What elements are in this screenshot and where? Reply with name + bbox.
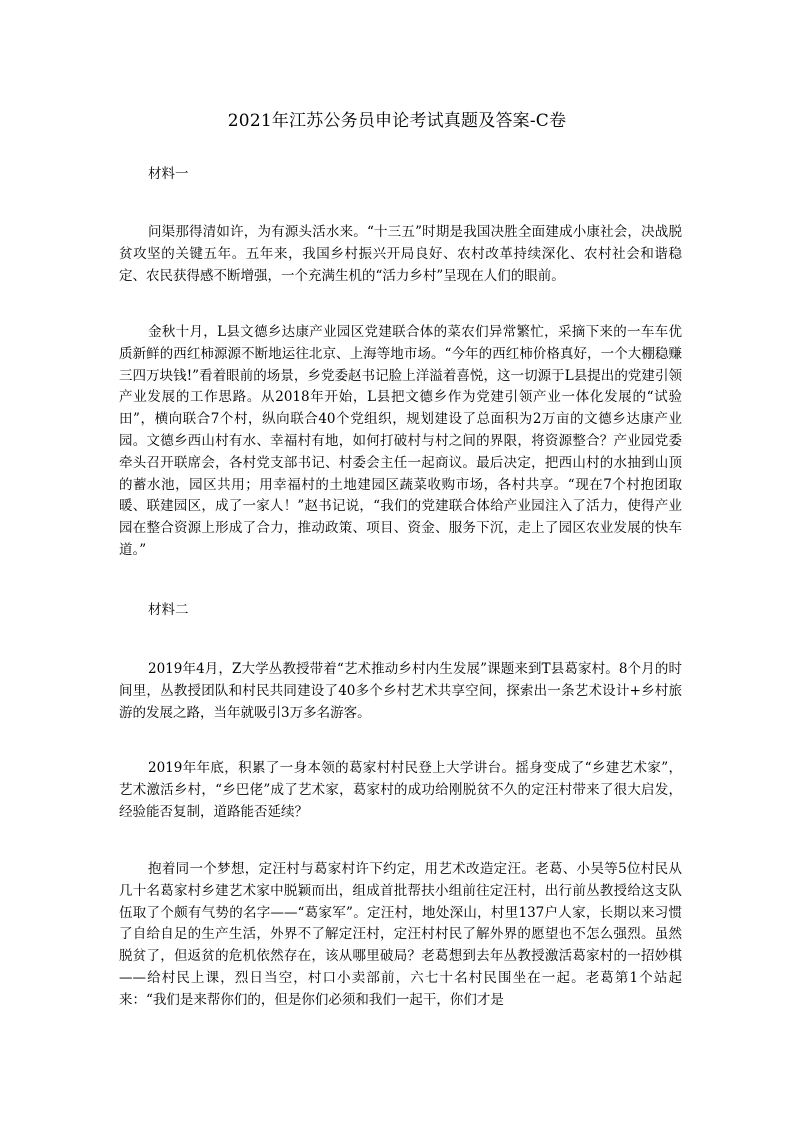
section-heading-2: 材料二: [148, 602, 189, 618]
paragraph: 抱着同一个梦想，定汪村与葛家村许下约定，用艺术改造定汪。老葛、小吴等5位村民从几十名葛家村乡建艺术家中脱颖而出，组成首批帮扶小组前往定汪村，出行前丛教授给这支队伍取了个颇有气势的名字——“葛家军”。定汪村，地处深山，村里137户人家，长期以来习惯了自给自足的生产生活，外界不了解定汪村，定汪村村民了解外界的愿望也不怎么强烈。虽然脱贫了，但返贫的危机依然存在，该从哪里破局？老葛想到去年丛教授激活葛家村的一招妙棋——给村民上课，烈日当空，村口小卖部前，六七十名村民围坐在一起。老葛第1个站起来：“我们是来帮你们的，但是你们必须和我们一起干，你们才是: [119, 861, 682, 1008]
paragraph: 问渠那得清如许，为有源头活水来。“十三五”时期是我国决胜全面建成小康社会，决战脱贫攻坚的关键五年。五年来，我国乡村振兴开局良好、农村改革持续深化、农村社会和谐稳定、农民获得感不断增强，一个充满生机的“活力乡村”呈现在人们的眼前。: [119, 224, 682, 284]
paragraph: 2019年4月，Z大学丛教授带着“艺术推动乡村内生发展”课题来到T县葛家村。8个月的时间里，丛教授团队和村民共同建设了40多个乡村艺术共享空间，探索出一条艺术设计+乡村旅游的发展之路，当年就吸引3万多名游客。: [119, 661, 682, 721]
paragraph: 金秋十月，L县文德乡达康产业园区党建联合体的菜农们异常繁忙，采摘下来的一车车优质新鲜的西红柿源源不断地运往北京、上海等地市场。“今年的西红柿价格真好，一个大棚稳赚三四万块钱!”看着眼前的场景，乡党委赵书记脸上洋溢着喜悦，这一切源于L县提出的党建引领产业发展的工作思路。从2018年开始，L县把文德乡作为党建引领产业一体化发展的“试验田”，横向联合7个村，纵向联合40个党组织，规划建设了总面积为2万亩的文德乡达康产业园。文德乡西山村有水、幸福村有地，如何打破村与村之间的界限，将资源整合？产业园党委牵头召开联席会，各村党支部书记、村委会主任一起商议。最后决定，把西山村的水抽到山顶的蓄水池，园区共用；用幸福村的土地建园区蔬菜收购市场，各村共享。“现在7个村抱团取暖、联建园区，成了一家人！”赵书记说，“我们的党建联合体给产业园注入了活力，使得产业园在整合资源上形成了合力，推动政策、项目、资金、服务下沉，走上了园区农业发展的快车道。”: [119, 324, 682, 558]
document-title: 2021年江苏公务员申论考试真题及答案-C卷: [227, 111, 567, 131]
paragraph: 2019年年底，积累了一身本领的葛家村村民登上大学讲台。摇身变成了“乡建艺术家”，艺术激活乡村，“乡巴佬”成了艺术家，葛家村的成功给刚脱贫不久的定汪村带来了很大启发，经验能否复制，道路能否延续？: [119, 760, 682, 820]
section-heading-1: 材料一: [148, 166, 189, 182]
